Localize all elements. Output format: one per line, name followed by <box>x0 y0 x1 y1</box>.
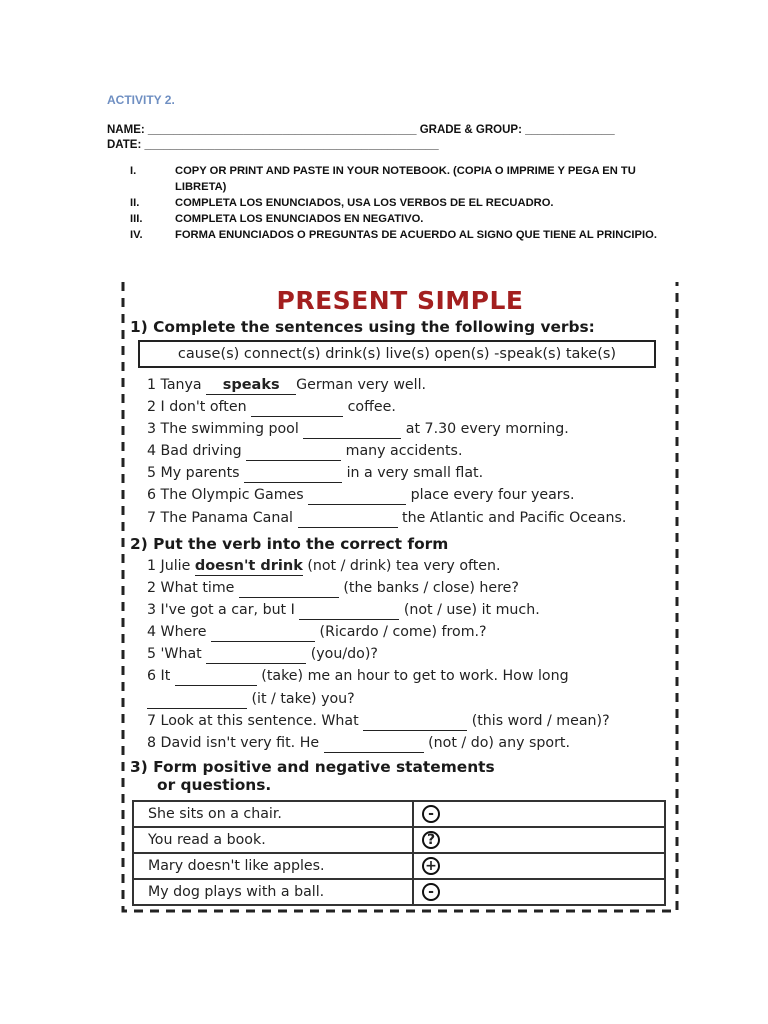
answer-blank[interactable] <box>147 691 247 709</box>
statement-cell: Mary doesn't like apples. <box>133 853 413 879</box>
instruction-number: II. <box>130 197 140 209</box>
instruction-text: FORMA ENUNCIADOS O PREGUNTAS DE ACUERDO AL SIGNO QUE TIENE AL PRINCIPIO. <box>175 229 657 241</box>
exercise-line <box>147 599 610 621</box>
instruction-number: I. <box>130 165 137 177</box>
answer-text: speaks <box>222 377 280 393</box>
exercise-text: 8 David isn't very fit. He <box>147 734 324 751</box>
table-row <box>133 879 665 905</box>
exercise-text: the Atlantic and Pacific Oceans. <box>397 509 627 526</box>
section1-items <box>147 374 626 529</box>
sign-cell[interactable] <box>413 801 665 827</box>
statement-cell: She sits on a chair. <box>133 801 413 827</box>
answer-blank[interactable] <box>175 668 257 686</box>
exercise-text: (not / use) it much. <box>399 602 540 619</box>
exercise-text: (the banks / close) here? <box>338 580 519 597</box>
exercise-line <box>147 710 610 732</box>
exercise-text: (you/do)? <box>306 646 378 663</box>
answer-blank[interactable] <box>239 580 339 598</box>
exercise-text: (this word / mean)? <box>467 712 610 729</box>
answer-blank[interactable] <box>324 735 424 753</box>
exercise-line <box>147 507 626 529</box>
exercise-text: (it / take) you? <box>247 690 355 707</box>
exercise-text: 2 What time <box>147 580 239 597</box>
exercise-line <box>147 555 610 577</box>
exercise-line <box>147 374 626 396</box>
exercise-text: 3 The swimming pool <box>147 421 304 438</box>
section2-heading: 2) Put the verb into the correct form <box>130 535 449 553</box>
exercise-text: many accidents. <box>341 443 463 460</box>
answer-blank[interactable] <box>303 421 401 439</box>
exercise-line <box>147 396 626 418</box>
section3-heading <box>130 758 495 794</box>
answer-blank[interactable] <box>195 558 303 576</box>
exercise-text: 7 Look at this sentence. What <box>147 712 364 729</box>
minus-circle-icon: - <box>422 805 440 823</box>
statements-table <box>132 800 666 906</box>
exercise-text: 5 'What <box>147 646 207 663</box>
section3-heading-line1: 3) Form positive and negative statements <box>130 758 495 776</box>
exercise-line <box>147 462 626 484</box>
section1-heading: 1) Complete the sentences using the following verbs: <box>130 318 595 336</box>
exercise-text: 4 Bad driving <box>147 443 247 460</box>
exercise-text: 1 Julie <box>147 558 195 574</box>
sign-cell[interactable] <box>413 879 665 905</box>
instructions-list <box>130 163 670 243</box>
answer-blank[interactable] <box>308 487 406 505</box>
statement-cell: My dog plays with a ball. <box>133 879 413 905</box>
question-circle-icon: ? <box>422 831 440 849</box>
exercise-line <box>147 643 610 665</box>
exercise-text: German very well. <box>296 377 427 393</box>
verb-box <box>138 340 656 368</box>
answer-blank[interactable] <box>244 465 342 483</box>
answer-text: doesn't drink <box>194 558 303 574</box>
exercise-line <box>147 418 626 440</box>
instruction-text: COPY OR PRINT AND PASTE IN YOUR NOTEBOOK. (COPIA O IMPRIME Y PEGA EN TU LIBRETA) <box>175 165 636 193</box>
answer-blank[interactable] <box>246 443 341 461</box>
exercise-line <box>147 665 610 687</box>
instruction-item <box>130 211 670 227</box>
name-grade-line: NAME: __________________________________________ GRADE & GROUP: ______________ <box>107 124 615 136</box>
exercise-text: 4 Where <box>147 624 212 641</box>
exercise-line <box>147 577 610 599</box>
exercise-text: 6 The Olympic Games <box>147 487 309 504</box>
exercise-text: (not / do) any sport. <box>423 734 570 751</box>
section3-heading-line2: or questions. <box>157 776 272 794</box>
exercise-text: 1 Tanya <box>147 377 207 393</box>
instruction-number: III. <box>130 213 143 225</box>
answer-blank[interactable] <box>251 399 343 417</box>
exercise-line <box>147 732 610 754</box>
exercise-text: (take) me an hour to get to work. How long <box>256 668 569 685</box>
answer-blank[interactable] <box>206 646 306 664</box>
exercise-text: coffee. <box>343 399 396 416</box>
date-line: DATE: ______________________________________________ <box>107 139 439 151</box>
plus-circle-icon: + <box>422 857 440 875</box>
minus-circle-icon: - <box>422 883 440 901</box>
exercise-line <box>147 440 626 462</box>
sign-cell[interactable] <box>413 853 665 879</box>
verb-list: cause(s) connect(s) drink(s) live(s) open(s) -speak(s) take(s) <box>177 346 617 362</box>
worksheet-title: PRESENT SIMPLE <box>276 286 524 315</box>
table-row <box>133 853 665 879</box>
exercise-text: place every four years. <box>406 487 575 504</box>
instruction-item <box>130 163 670 195</box>
answer-blank[interactable] <box>206 377 296 395</box>
table-row <box>133 827 665 853</box>
answer-blank[interactable] <box>363 713 467 731</box>
instruction-text: COMPLETA LOS ENUNCIADOS, USA LOS VERBOS DE EL RECUADRO. <box>175 197 554 209</box>
sign-cell[interactable] <box>413 827 665 853</box>
section2-items <box>147 555 610 754</box>
exercise-text: at 7.30 every morning. <box>401 421 569 438</box>
worksheet <box>120 282 680 914</box>
statement-cell: You read a book. <box>133 827 413 853</box>
exercise-text: (Ricardo / come) from.? <box>315 624 487 641</box>
exercise-line <box>147 621 610 643</box>
exercise-line <box>147 688 610 710</box>
instruction-number: IV. <box>130 229 143 241</box>
exercise-text: 2 I don't often <box>147 399 252 416</box>
answer-blank[interactable] <box>211 624 315 642</box>
answer-blank[interactable] <box>298 510 398 528</box>
exercise-text: 7 The Panama Canal <box>147 509 298 526</box>
exercise-text: 5 My parents <box>147 465 245 482</box>
exercise-text: 3 I've got a car, but I <box>147 602 300 619</box>
exercise-text: (not / drink) tea very often. <box>302 558 501 574</box>
exercise-line <box>147 484 626 506</box>
exercise-text: 6 It <box>147 668 175 685</box>
answer-blank[interactable] <box>299 602 399 620</box>
exercise-text: in a very small flat. <box>342 465 484 482</box>
instruction-item <box>130 227 670 243</box>
instruction-item <box>130 195 670 211</box>
instruction-text: COMPLETA LOS ENUNCIADOS EN NEGATIVO. <box>175 213 424 225</box>
table-row <box>133 801 665 827</box>
activity-title: ACTIVITY 2. <box>107 93 175 107</box>
